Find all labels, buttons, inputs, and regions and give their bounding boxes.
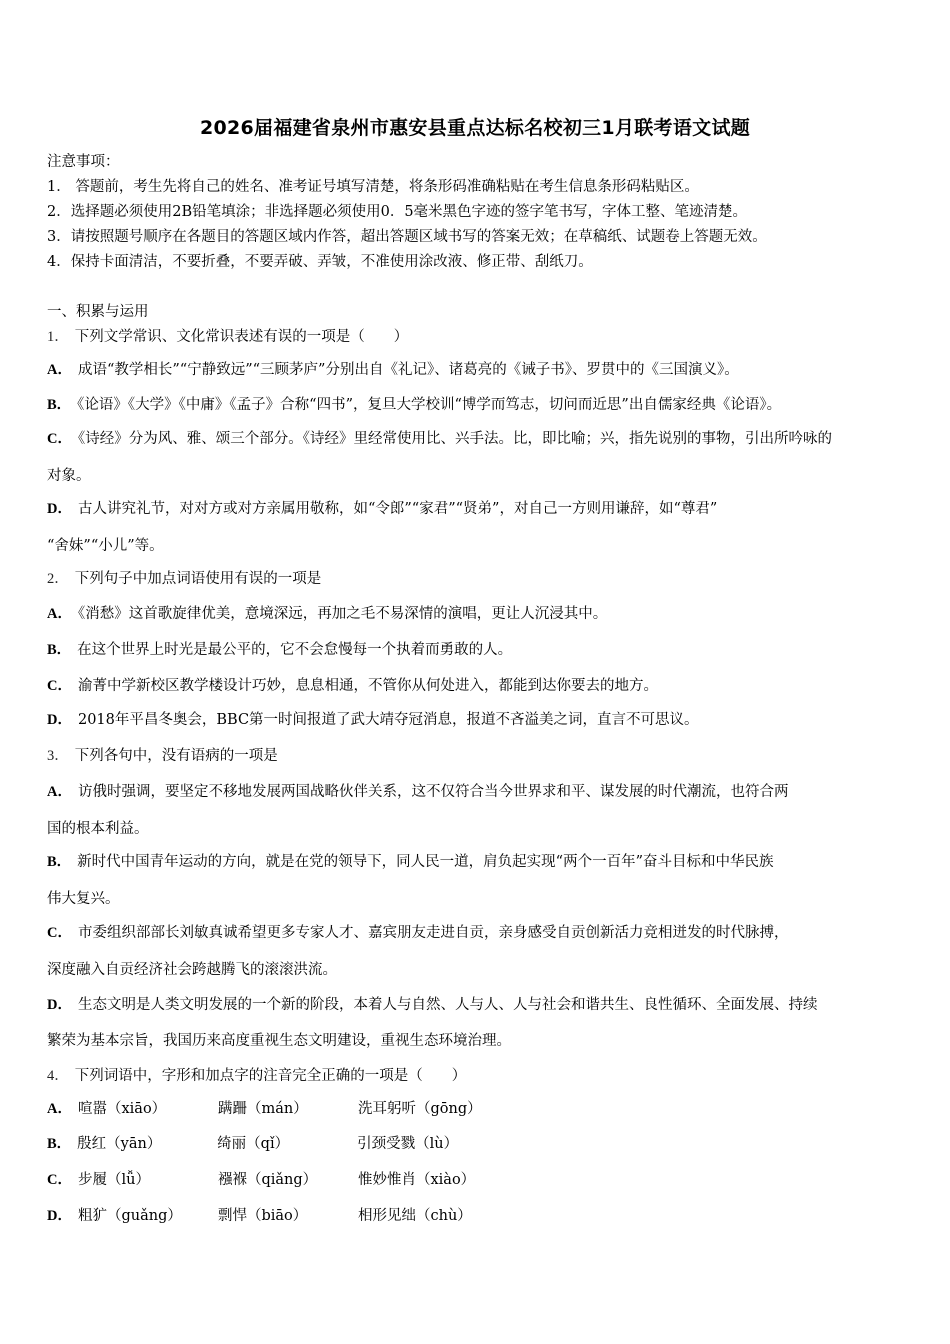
notice-item-3: 3．请按照题号顺序在各题目的答题区域内作答，超出答题区域书写的答案无效；在草稿纸、试题卷上答题无效。 <box>47 229 767 245</box>
q4-option-b: B． 殷红（yān） 绮丽（qǐ） 引颈受戮（lù） <box>47 1136 459 1152</box>
q2-option-c: C． 渝菁中学新校区教学楼设计巧妙，息息相通，不管你从何处进入，都能到达你要去的地方。 <box>47 678 658 694</box>
q4-option-c: C． 步履（lǚ） 襁褓（qiǎng） 惟妙惟肖（xiào） <box>47 1172 476 1188</box>
q3-option-b-cont: 伟大复兴。 <box>47 891 120 907</box>
question-2-stem: 2． 下列句子中加点词语使用有误的一项是 <box>47 571 322 587</box>
notice-item-2: 2．选择题必须使用2B铅笔填涂；非选择题必须使用0．5毫米黑色字迹的签字笔书写，字体工整、笔迹清楚。 <box>47 204 748 220</box>
q4-option-d: D． 粗犷（guǎng） 剽悍（biāo） 相形见绌（chù） <box>47 1208 472 1224</box>
page-title: 2026届福建省泉州市惠安县重点达标名校初三1月联考语文试题 <box>199 117 751 139</box>
question-4-stem: 4． 下列词语中，字形和加点字的注音完全正确的一项是（ ） <box>47 1068 467 1084</box>
question-number: 1． <box>47 329 69 345</box>
q1-option-d: D． 古人讲究礼节，对对方或对方亲属用敬称，如“令郎”“家君”“贤弟”，对自己一方则用谦辞，如“尊君” <box>47 501 718 517</box>
q1-option-d-cont: “舍妹”“小儿”等。 <box>47 538 164 554</box>
question-text: 下列文学常识、文化常识表述有误的一项是（ ） <box>74 329 409 345</box>
q3-option-b: B． 新时代中国青年运动的方向，就是在党的领导下，同人民一道，肩负起实现“两个一百年”奋斗目标和中华民族 <box>47 854 774 870</box>
q3-option-d-cont: 繁荣为基本宗旨，我国历来高度重视生态文明建设，重视生态环境治理。 <box>47 1033 511 1049</box>
q1-option-c-cont: 对象。 <box>47 468 91 484</box>
q3-option-c-cont: 深度融入自贡经济社会跨越腾飞的滚滚洪流。 <box>47 962 337 978</box>
q4-option-a: A． 喧嚣（xiāo） 蹒跚（mán） 洗耳躬听（gōng） <box>47 1101 482 1117</box>
q2-option-b: B． 在这个世界上时光是最公平的，它不会怠慢每一个执着而勇敢的人。 <box>47 642 513 658</box>
question-1-stem <box>47 327 408 347</box>
notice-heading: 注意事项： <box>47 154 120 170</box>
q1-option-a: A． 成语“教学相长”“宁静致远”“三顾茅庐”分别出自《礼记》、诸葛亮的《诫子书》、罗贯中的《三国演义》。 <box>47 362 739 378</box>
q3-option-a-cont: 国的根本利益。 <box>47 821 149 837</box>
q1-option-c: C． 《诗经》分为风、雅、颂三个部分。《诗经》里经常使用比、兴手法。比，即比喻；兴，指先说别的事物，引出所吟咏的 <box>47 431 832 447</box>
q2-option-d: D． 2018年平昌冬奥会，BBC第一时间报道了武大靖夺冠消息，报道不吝溢美之词，直言不可思议。 <box>47 712 699 728</box>
notice-item-1: 1． 答题前，考生先将自己的姓名、准考证号填写清楚，将条形码准确粘贴在考生信息条形码粘贴区。 <box>47 179 699 195</box>
question-3-stem: 3． 下列各句中，没有语病的一项是 <box>47 748 278 764</box>
q3-option-c: C． 市委组织部部长刘敏真诚希望更多专家人才、嘉宾朋友走进自贡，亲身感受自贡创新活力竞相迸发的时代脉搏， <box>47 925 789 941</box>
q1-option-b: B． 《论语》《大学》《中庸》《孟子》合称“四书”，复旦大学校训“博学而笃志，切问而近思”出自儒家经典《论语》。 <box>47 397 782 413</box>
q3-option-a: A． 访俄时强调，要坚定不移地发展两国战略伙伴关系，这不仅符合当今世界求和平、谋发展的时代潮流，也符合两 <box>47 784 789 800</box>
section-heading: 一、积累与运用 <box>47 304 149 320</box>
q2-option-a: A． 《消愁》这首歌旋律优美，意境深远，再加之毛不易深情的演唱，更让人沉浸其中。 <box>47 606 608 622</box>
notice-item-4: 4．保持卡面清洁，不要折叠，不要弄破、弄皱，不准使用涂改液、修正带、刮纸刀。 <box>47 254 593 270</box>
q3-option-d: D． 生态文明是人类文明发展的一个新的阶段，本着人与自然、人与人、人与社会和谐共生、良性循环、全面发展、持续 <box>47 997 818 1013</box>
